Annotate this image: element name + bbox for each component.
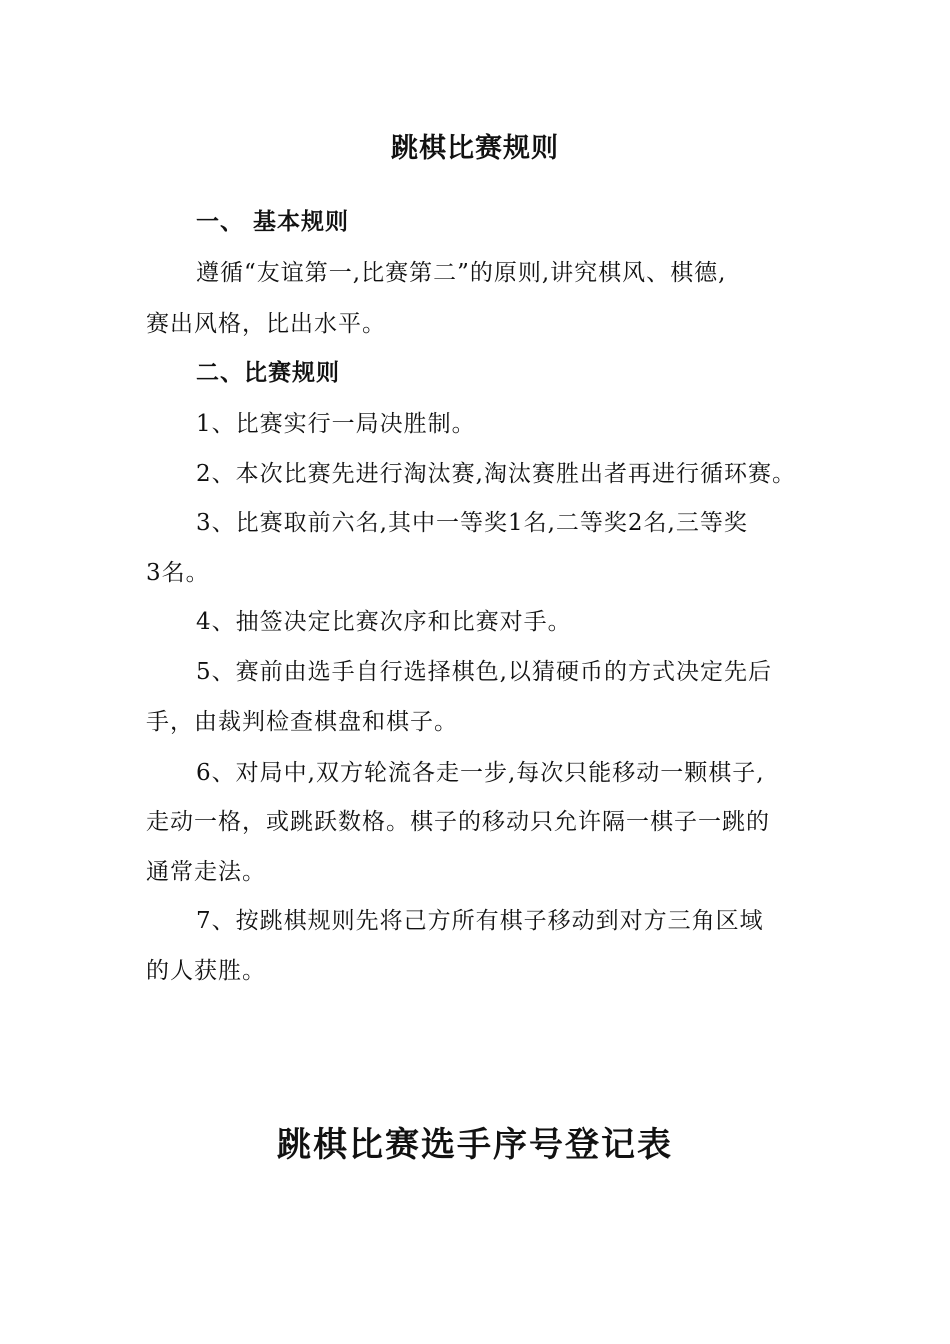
rule-line: 1、比赛实行一局决胜制。 — [196, 411, 476, 437]
rule-line: 2、本次比赛先进行淘汰赛,淘汰赛胜出者再进行循环赛。 — [196, 461, 796, 487]
rule-line: 6、对局中,双方轮流各走一步,每次只能移动一颗棋子, — [196, 760, 765, 786]
rule-line: 4、抽签决定比赛次序和比赛对手。 — [196, 609, 572, 635]
registration-form-title: 跳棋比赛选手序号登记表 — [277, 1125, 673, 1165]
rule-line: 手，由裁判检查棋盘和棋子。 — [146, 709, 458, 735]
paragraph-line: 遵循“友谊第一,比赛第二”的原则,讲究棋风、棋德, — [196, 260, 727, 286]
rule-line: 5、赛前由选手自行选择棋色,以猜硬币的方式决定先后 — [196, 659, 772, 685]
rule-line: 3名。 — [146, 560, 210, 586]
paragraph-line: 赛出风格，比出水平。 — [146, 311, 386, 337]
rule-line: 7、按跳棋规则先将己方所有棋子移动到对方三角区域 — [196, 908, 764, 934]
page-title: 跳棋比赛规则 — [391, 133, 559, 164]
rule-line: 3、比赛取前六名,其中一等奖1名,二等奖2名,三等奖 — [196, 510, 748, 536]
section-heading-match-rules: 二、比赛规则 — [196, 359, 340, 386]
rule-line: 的人获胜。 — [146, 958, 266, 984]
rule-line: 通常走法。 — [146, 859, 266, 885]
section-heading-basic-rules: 一、 基本规则 — [196, 208, 350, 235]
rule-line: 走动一格，或跳跃数格。棋子的移动只允许隔一棋子一跳的 — [146, 809, 770, 835]
